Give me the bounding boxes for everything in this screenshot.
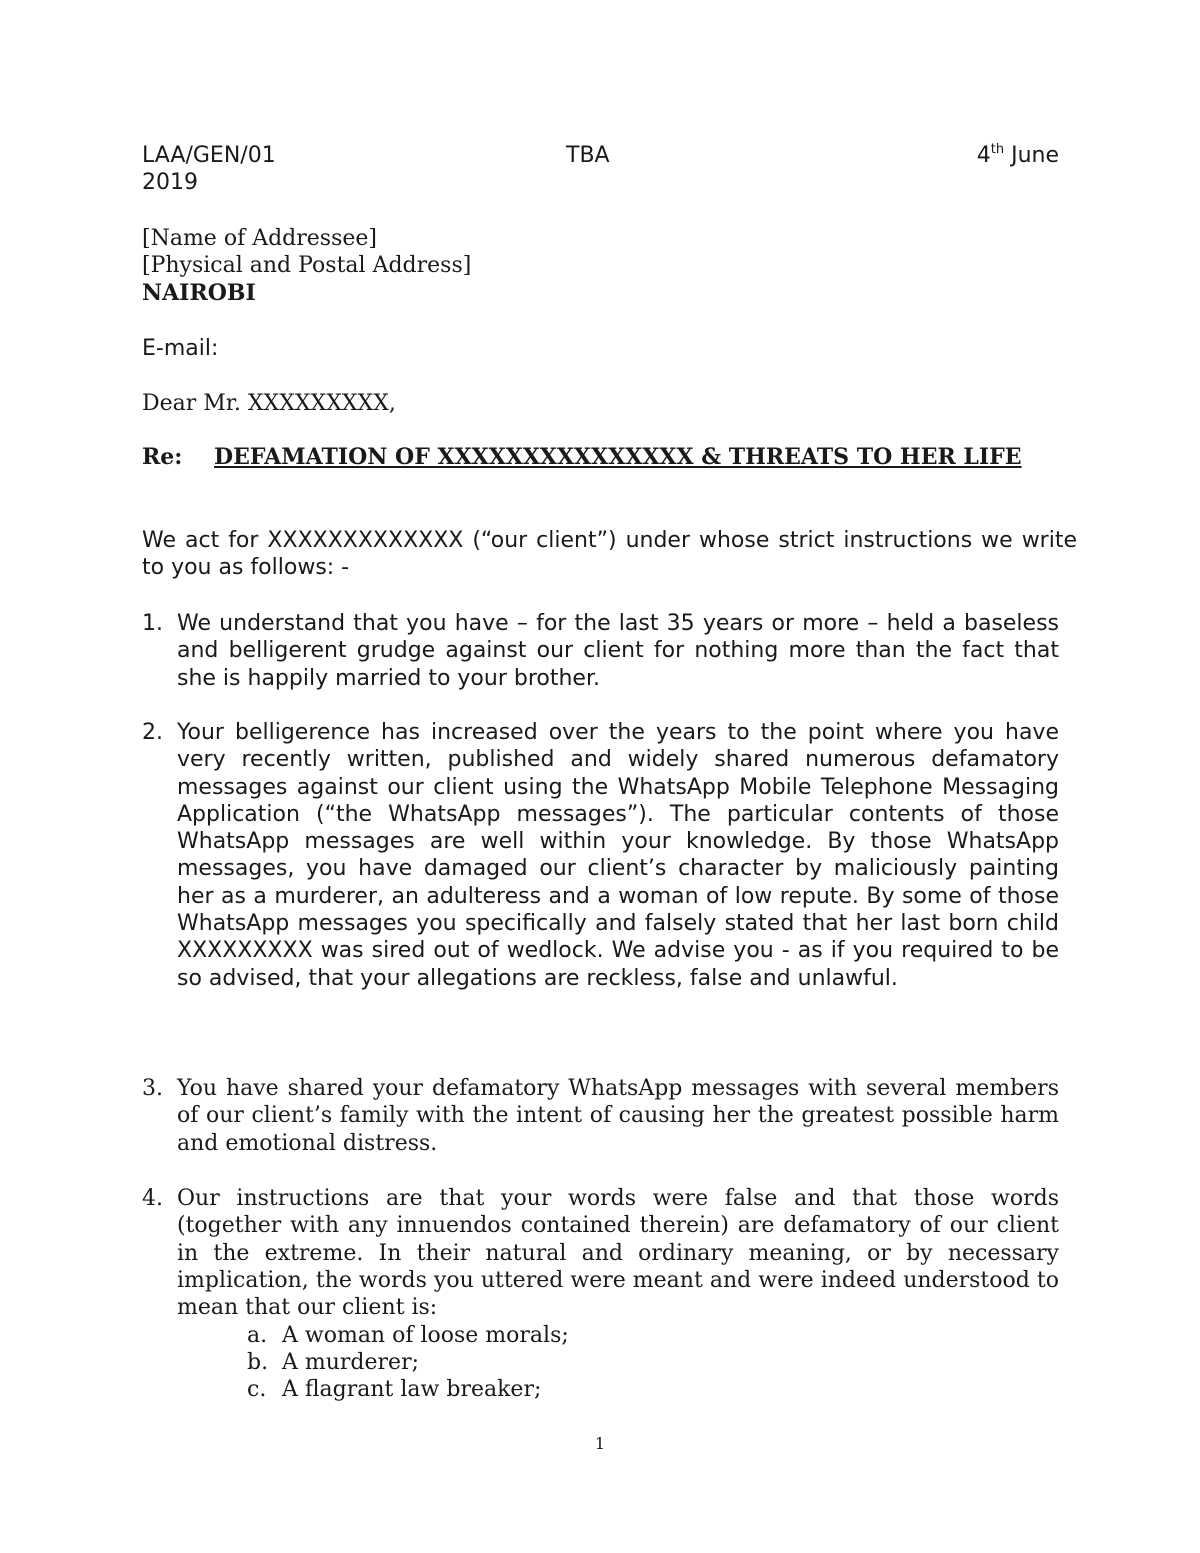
addressee-name: [Name of Addressee] — [142, 226, 377, 251]
item-letter: b. — [247, 1350, 269, 1375]
reference-middle: TBA — [566, 143, 610, 168]
numbered-item — [142, 1075, 1059, 1157]
email-label: E-mail: — [142, 336, 219, 361]
reference-number: LAA/GEN/01 — [142, 143, 276, 168]
lettered-item-text: A murderer; — [282, 1350, 419, 1375]
item-text: Your belligerence has increased over the years to the point where you have very recently written, published and widely shared numerous defamatory messages against our client using the WhatsApp Mobile Telephone Messaging Application (“the WhatsApp messages”). The particular contents of those WhatsApp messages are well within your knowledge. By those WhatsApp messages, you have damaged our client’s character by maliciously painting her as a murderer, an adulteress and a woman of low repute. By some of those WhatsApp messages you specifically and falsely stated that her last born child XXXXXXXXX was sired out of wedlock. We advise you - as if you required to be so advised, that your allegations are reckless, false and unlawful. — [177, 720, 1059, 991]
item-text: You have shared your defamatory WhatsApp messages with several members of our client’s family with the intent of causing her the greatest possible harm and emotional distress. — [177, 1076, 1059, 1156]
addressee-city: NAIROBI — [142, 280, 256, 306]
date-year: 2019 — [142, 170, 198, 195]
lettered-item-text: A flagrant law breaker; — [282, 1377, 542, 1402]
lettered-item — [247, 1322, 569, 1349]
lettered-item — [247, 1349, 419, 1376]
item-number: 3. — [142, 1076, 163, 1101]
date-suffix: th — [990, 142, 1005, 157]
item-text: Our instructions are that your words were false and that those words (together with any innuendos contained therein) are defamatory of our client in the extreme. In their natural and ordinary meaning, or by necessary implication, the words you uttered were meant and were indeed understood to mean that our client is: — [177, 1186, 1059, 1321]
item-number: 1. — [142, 611, 163, 636]
lettered-item-text: A woman of loose morals; — [282, 1323, 569, 1348]
salutation: Dear Mr. XXXXXXXXX, — [142, 391, 396, 416]
item-number: 2. — [142, 720, 163, 745]
item-number: 4. — [142, 1186, 163, 1211]
item-letter: a. — [247, 1323, 268, 1348]
addressee-address: [Physical and Postal Address] — [142, 253, 472, 278]
subject-re: Re: — [142, 444, 183, 470]
item-text: We understand that you have – for the last 35 years or more – held a baseless and belligerent grudge against our client for nothing more than the fact that she is happily married to your brother. — [177, 611, 1059, 691]
date-day: 4 — [976, 143, 991, 168]
letter-date — [977, 142, 1059, 169]
numbered-item — [142, 719, 1059, 992]
page-number: 1 — [594, 1434, 606, 1453]
subject-title: DEFAMATION OF XXXXXXXXXXXXXXX & THREATS TO HER LIFE — [214, 444, 1022, 470]
subject-line — [142, 443, 1022, 471]
numbered-item — [142, 1185, 1059, 1321]
lettered-item — [247, 1376, 541, 1403]
item-letter: c. — [247, 1377, 267, 1402]
reference-line — [142, 142, 1059, 169]
date-month: June — [1011, 143, 1059, 168]
numbered-item — [142, 610, 1059, 692]
intro-paragraph: We act for XXXXXXXXXXXXX (“our client”) under whose strict instructions we write to you as follows: - — [142, 528, 1077, 581]
